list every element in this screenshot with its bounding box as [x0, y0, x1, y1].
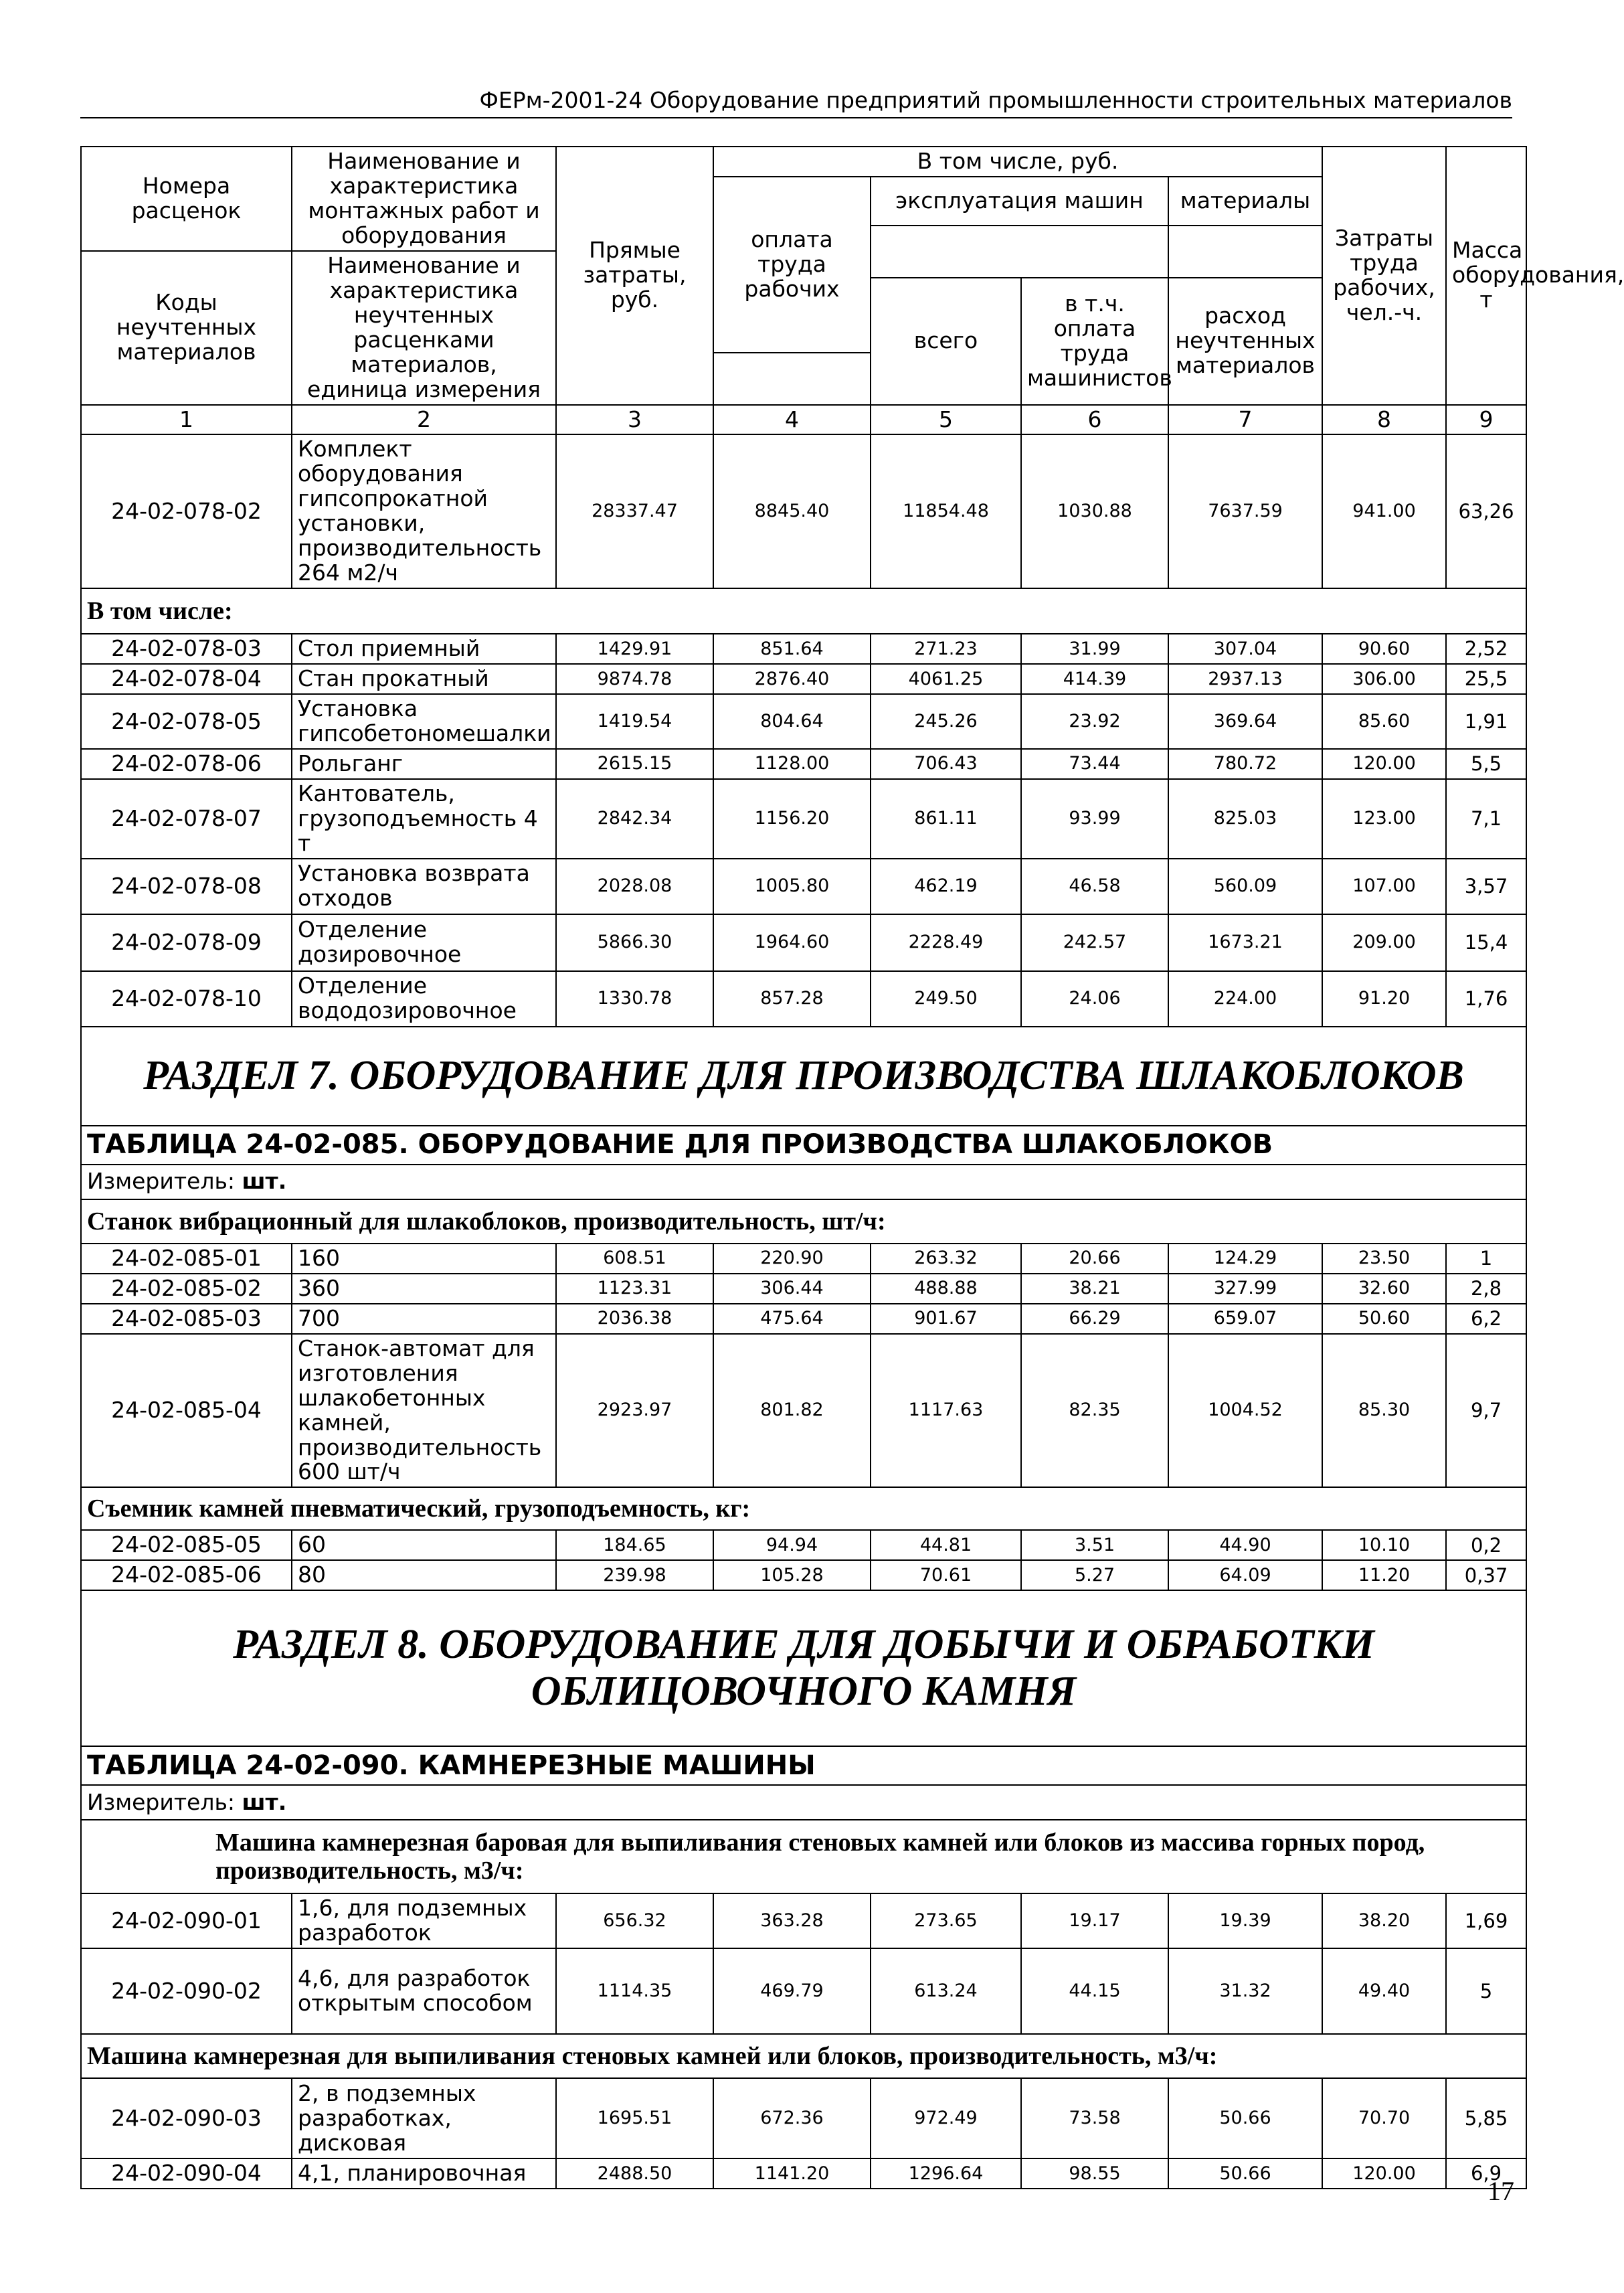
value-cell: 273.65: [871, 1893, 1021, 1948]
value-cell: 105.28: [713, 1560, 871, 1590]
rate-name: Кантователь, грузоподъемность 4 т: [292, 779, 556, 859]
table-row: [81, 1334, 1526, 1488]
table-row: [81, 2158, 1526, 2189]
value-cell: 9874.78: [556, 664, 713, 694]
header-unaccounted-consumption: расход неучтенных материалов: [1168, 278, 1322, 405]
table-row: [81, 1244, 1526, 1274]
value-cell: 49.40: [1322, 1948, 1446, 2034]
rate-name: 80: [292, 1560, 556, 1590]
value-cell: 98.55: [1021, 2158, 1168, 2189]
value-cell: 64.09: [1168, 1560, 1322, 1590]
value-cell: 120.00: [1322, 2158, 1446, 2189]
value-cell: 184.65: [556, 1530, 713, 1560]
rate-code: 24-02-078-03: [81, 634, 292, 664]
value-cell: 801.82: [713, 1334, 871, 1488]
value-cell: 5,85: [1446, 2078, 1526, 2158]
value-cell: 659.07: [1168, 1304, 1322, 1334]
value-cell: 4061.25: [871, 664, 1021, 694]
group-heading: Машина камнерезная для выпиливания стеновых камней или блоков, производительность, м3/ч:: [81, 2034, 1526, 2078]
value-cell: 2923.97: [556, 1334, 713, 1488]
value-cell: 1004.52: [1168, 1334, 1322, 1488]
price-table: [80, 146, 1624, 2189]
value-cell: 31.99: [1021, 634, 1168, 664]
value-cell: 2036.38: [556, 1304, 713, 1334]
rate-name: 700: [292, 1304, 556, 1334]
value-cell: 224.00: [1168, 971, 1322, 1027]
section-title: РАЗДЕЛ 8. ОБОРУДОВАНИЕ ДЛЯ ДОБЫЧИ И ОБРАБОТКИ ОБЛИЦОВОЧНОГО КАМНЯ: [81, 1590, 1526, 1746]
section-title: РАЗДЕЛ 7. ОБОРУДОВАНИЕ ДЛЯ ПРОИЗВОДСТВА ШЛАКОБЛОКОВ: [81, 1027, 1526, 1126]
value-cell: 488.88: [871, 1274, 1021, 1304]
value-cell: 249.50: [871, 971, 1021, 1027]
value-cell: 414.39: [1021, 664, 1168, 694]
rate-name: 360: [292, 1274, 556, 1304]
table-row: [81, 1560, 1526, 1590]
value-cell: 656.32: [556, 1893, 713, 1948]
column-index-cell: 6: [1021, 405, 1168, 435]
rate-name: 4,6, для разработок открытым способом: [292, 1948, 556, 2034]
rate-name: 2, в подземных разработках, дисковая: [292, 2078, 556, 2158]
value-cell: 239.98: [556, 1560, 713, 1590]
rate-name: Комплект оборудования гипсопрокатной установки, производительность 264 м2/ч: [292, 434, 556, 588]
value-cell: 1114.35: [556, 1948, 713, 2034]
rate-code: 24-02-085-03: [81, 1304, 292, 1334]
rate-code: 24-02-078-08: [81, 859, 292, 914]
value-cell: 2028.08: [556, 859, 713, 914]
rate-name: Установка возврата отходов: [292, 859, 556, 914]
rate-code: 24-02-078-06: [81, 749, 292, 779]
value-cell: 23.50: [1322, 1244, 1446, 1274]
value-cell: 608.51: [556, 1244, 713, 1274]
value-cell: 124.29: [1168, 1244, 1322, 1274]
value-cell: 263.32: [871, 1244, 1021, 1274]
value-cell: 363.28: [713, 1893, 871, 1948]
value-cell: 38.21: [1021, 1274, 1168, 1304]
table-row: [81, 914, 1526, 971]
value-cell: 972.49: [871, 2078, 1021, 2158]
table-row: [81, 1893, 1526, 1948]
value-cell: 2488.50: [556, 2158, 713, 2189]
value-cell: 1005.80: [713, 859, 871, 914]
rate-code: 24-02-090-01: [81, 1893, 292, 1948]
rate-name: 60: [292, 1530, 556, 1560]
value-cell: 462.19: [871, 859, 1021, 914]
value-cell: 1296.64: [871, 2158, 1021, 2189]
value-cell: 1964.60: [713, 914, 871, 971]
value-cell: 1141.20: [713, 2158, 871, 2189]
value-cell: 1: [1446, 1244, 1526, 1274]
value-cell: 94.94: [713, 1530, 871, 1560]
meter-label: Измеритель:: [87, 1788, 236, 1815]
value-cell: 82.35: [1021, 1334, 1168, 1488]
value-cell: 306.00: [1322, 664, 1446, 694]
value-cell: 25,5: [1446, 664, 1526, 694]
rate-code: 24-02-078-10: [81, 971, 292, 1027]
column-index-cell: 2: [292, 405, 556, 435]
rate-code: 24-02-090-02: [81, 1948, 292, 2034]
table-row: [81, 1948, 1526, 2034]
value-cell: 672.36: [713, 2078, 871, 2158]
rate-code: 24-02-078-07: [81, 779, 292, 859]
meter-line: [81, 1165, 1526, 1199]
rate-name: Отделение дозировочное: [292, 914, 556, 971]
value-cell: 825.03: [1168, 779, 1322, 859]
rate-code: 24-02-085-04: [81, 1334, 292, 1488]
rate-name: Отделение вододозировочное: [292, 971, 556, 1027]
rate-code: 24-02-078-04: [81, 664, 292, 694]
column-index-row: [81, 405, 1526, 435]
value-cell: 70.70: [1322, 2078, 1446, 2158]
value-cell: 1695.51: [556, 2078, 713, 2158]
value-cell: 861.11: [871, 779, 1021, 859]
value-cell: 804.64: [713, 694, 871, 749]
group-heading: Станок вибрационный для шлакоблоков, производительность, шт/ч:: [81, 1199, 1526, 1244]
rate-name: Стан прокатный: [292, 664, 556, 694]
value-cell: 245.26: [871, 694, 1021, 749]
table-row: [81, 859, 1526, 914]
meter-label: Измеритель:: [87, 1168, 236, 1195]
header-in-total: В том числе, руб.: [713, 147, 1322, 177]
header-unaccounted-codes: Коды неучтенных материалов: [81, 251, 292, 405]
value-cell: 9,7: [1446, 1334, 1526, 1488]
header-machinists-wages: в т.ч. оплата труда машинистов: [1021, 278, 1168, 405]
table-row: [81, 2078, 1526, 2158]
value-cell: 3,57: [1446, 859, 1526, 914]
table-title: ТАБЛИЦА 24-02-085. ОБОРУДОВАНИЕ ДЛЯ ПРОИЗВОДСТВА ШЛАКОБЛОКОВ: [81, 1126, 1526, 1165]
value-cell: 2,52: [1446, 634, 1526, 664]
value-cell: 66.29: [1021, 1304, 1168, 1334]
value-cell: 11.20: [1322, 1560, 1446, 1590]
value-cell: 560.09: [1168, 859, 1322, 914]
rate-code: 24-02-078-09: [81, 914, 292, 971]
value-cell: 1,91: [1446, 694, 1526, 749]
table-row: [81, 749, 1526, 779]
value-cell: 2228.49: [871, 914, 1021, 971]
value-cell: 20.66: [1021, 1244, 1168, 1274]
value-cell: 3.51: [1021, 1530, 1168, 1560]
value-cell: 8845.40: [713, 434, 871, 588]
value-cell: 1,69: [1446, 1893, 1526, 1948]
header-direct-costs: Прямые затраты, руб.: [556, 147, 713, 405]
value-cell: 6,9: [1446, 2158, 1526, 2189]
table-row: [81, 779, 1526, 859]
value-cell: 857.28: [713, 971, 871, 1027]
value-cell: 242.57: [1021, 914, 1168, 971]
rate-code: 24-02-085-06: [81, 1560, 292, 1590]
meter-line: [81, 1785, 1526, 1820]
header-mass: Масса оборудования, т: [1446, 147, 1526, 405]
rate-code: 24-02-078-05: [81, 694, 292, 749]
value-cell: 11854.48: [871, 434, 1021, 588]
value-cell: 50.66: [1168, 2078, 1322, 2158]
rate-code: 24-02-085-05: [81, 1530, 292, 1560]
value-cell: 38.20: [1322, 1893, 1446, 1948]
column-index-cell: 1: [81, 405, 292, 435]
value-cell: 23.92: [1021, 694, 1168, 749]
header-machines-gap: [871, 226, 1168, 277]
rate-name: 4,1, планировочная: [292, 2158, 556, 2189]
value-cell: 73.44: [1021, 749, 1168, 779]
value-cell: 2876.40: [713, 664, 871, 694]
value-cell: 44.81: [871, 1530, 1021, 1560]
value-cell: 31.32: [1168, 1948, 1322, 2034]
value-cell: 15,4: [1446, 914, 1526, 971]
value-cell: 307.04: [1168, 634, 1322, 664]
running-header: ФЕРм-2001-24 Оборудование предприятий промышленности строительных материалов: [80, 87, 1512, 118]
value-cell: 10.10: [1322, 1530, 1446, 1560]
header-labor: Затраты труда рабочих, чел.-ч.: [1322, 147, 1446, 405]
value-cell: 1330.78: [556, 971, 713, 1027]
value-cell: 85.30: [1322, 1334, 1446, 1488]
table-row: [81, 1304, 1526, 1334]
header-wages-gap: [713, 353, 871, 405]
value-cell: 1673.21: [1168, 914, 1322, 971]
value-cell: 941.00: [1322, 434, 1446, 588]
value-cell: 19.17: [1021, 1893, 1168, 1948]
value-cell: 1419.54: [556, 694, 713, 749]
value-cell: 93.99: [1021, 779, 1168, 859]
value-cell: 73.58: [1021, 2078, 1168, 2158]
value-cell: 63,26: [1446, 434, 1526, 588]
value-cell: 2,8: [1446, 1274, 1526, 1304]
value-cell: 32.60: [1322, 1274, 1446, 1304]
value-cell: 2937.13: [1168, 664, 1322, 694]
value-cell: 780.72: [1168, 749, 1322, 779]
group-heading: Съемник камней пневматический, грузоподъемность, кг:: [81, 1487, 1526, 1530]
value-cell: 1156.20: [713, 779, 871, 859]
table-title: ТАБЛИЦА 24-02-090. КАМНЕРЕЗНЫЕ МАШИНЫ: [81, 1746, 1526, 1785]
header-machines-total: всего: [871, 278, 1021, 405]
rate-name: 1,6, для подземных разработок: [292, 1893, 556, 1948]
column-index-cell: 9: [1446, 405, 1526, 435]
value-cell: 91.20: [1322, 971, 1446, 1027]
header-name: Наименование и характеристика монтажных работ и оборудования: [292, 147, 556, 251]
header-materials-gap: [1168, 226, 1322, 277]
value-cell: 469.79: [713, 1948, 871, 2034]
table-row: [81, 1530, 1526, 1560]
rate-code: 24-02-085-01: [81, 1244, 292, 1274]
value-cell: 7,1: [1446, 779, 1526, 859]
value-cell: 1030.88: [1021, 434, 1168, 588]
header-materials: материалы: [1168, 177, 1322, 226]
value-cell: 369.64: [1168, 694, 1322, 749]
value-cell: 85.60: [1322, 694, 1446, 749]
table-row: [81, 434, 1526, 588]
rate-name: Стол приемный: [292, 634, 556, 664]
value-cell: 1123.31: [556, 1274, 713, 1304]
table-row: [81, 694, 1526, 749]
value-cell: 44.90: [1168, 1530, 1322, 1560]
value-cell: 5: [1446, 1948, 1526, 2034]
value-cell: 306.44: [713, 1274, 871, 1304]
value-cell: 28337.47: [556, 434, 713, 588]
value-cell: 1117.63: [871, 1334, 1021, 1488]
rate-code: 24-02-078-02: [81, 434, 292, 588]
meter-unit: шт.: [242, 1168, 287, 1195]
value-cell: 107.00: [1322, 859, 1446, 914]
value-cell: 1128.00: [713, 749, 871, 779]
value-cell: 901.67: [871, 1304, 1021, 1334]
table-row: [81, 971, 1526, 1027]
value-cell: 327.99: [1168, 1274, 1322, 1304]
rate-name: Рольганг: [292, 749, 556, 779]
table-row: [81, 1274, 1526, 1304]
value-cell: 1429.91: [556, 634, 713, 664]
value-cell: 1,76: [1446, 971, 1526, 1027]
value-cell: 851.64: [713, 634, 871, 664]
value-cell: 46.58: [1021, 859, 1168, 914]
value-cell: 44.15: [1021, 1948, 1168, 2034]
value-cell: 0,37: [1446, 1560, 1526, 1590]
value-cell: 6,2: [1446, 1304, 1526, 1334]
header-unaccounted-name: Наименование и характеристика неучтенных расценками материалов, единица измерения: [292, 251, 556, 405]
value-cell: 0,2: [1446, 1530, 1526, 1560]
value-cell: 5.27: [1021, 1560, 1168, 1590]
rate-code: 24-02-085-02: [81, 1274, 292, 1304]
value-cell: 24.06: [1021, 971, 1168, 1027]
rate-code: 24-02-090-03: [81, 2078, 292, 2158]
value-cell: 271.23: [871, 634, 1021, 664]
value-cell: 2842.34: [556, 779, 713, 859]
rate-name: Установка гипсобетономешалки: [292, 694, 556, 749]
subtitle-in-total: В том числе:: [81, 588, 1526, 634]
meter-unit: шт.: [242, 1788, 287, 1815]
value-cell: 50.60: [1322, 1304, 1446, 1334]
value-cell: 2615.15: [556, 749, 713, 779]
page-number: 17: [1487, 2176, 1514, 2206]
header-machines: эксплуатация машин: [871, 177, 1168, 226]
table-row: [81, 664, 1526, 694]
rate-name: 160: [292, 1244, 556, 1274]
value-cell: 220.90: [713, 1244, 871, 1274]
value-cell: 5,5: [1446, 749, 1526, 779]
rate-code: 24-02-090-04: [81, 2158, 292, 2189]
value-cell: 209.00: [1322, 914, 1446, 971]
value-cell: 50.66: [1168, 2158, 1322, 2189]
header-wages: оплата труда рабочих: [713, 177, 871, 353]
value-cell: 120.00: [1322, 749, 1446, 779]
column-index-cell: 7: [1168, 405, 1322, 435]
column-index-cell: 5: [871, 405, 1021, 435]
column-index-cell: 4: [713, 405, 871, 435]
table-row: [81, 634, 1526, 664]
value-cell: 90.60: [1322, 634, 1446, 664]
group-heading: Машина камнерезная баровая для выпиливания стеновых камней или блоков из массива горных пород, производительность, м3/ч:: [81, 1820, 1526, 1893]
value-cell: 706.43: [871, 749, 1021, 779]
value-cell: 70.61: [871, 1560, 1021, 1590]
value-cell: 19.39: [1168, 1893, 1322, 1948]
column-index-cell: 3: [556, 405, 713, 435]
value-cell: 475.64: [713, 1304, 871, 1334]
value-cell: 613.24: [871, 1948, 1021, 2034]
value-cell: 123.00: [1322, 779, 1446, 859]
value-cell: 7637.59: [1168, 434, 1322, 588]
column-index-cell: 8: [1322, 405, 1446, 435]
rate-name: Станок-автомат для изготовления шлакобетонных камней, производительность 600 шт/ч: [292, 1334, 556, 1488]
value-cell: 5866.30: [556, 914, 713, 971]
header-codes: Номера расценок: [81, 147, 292, 251]
